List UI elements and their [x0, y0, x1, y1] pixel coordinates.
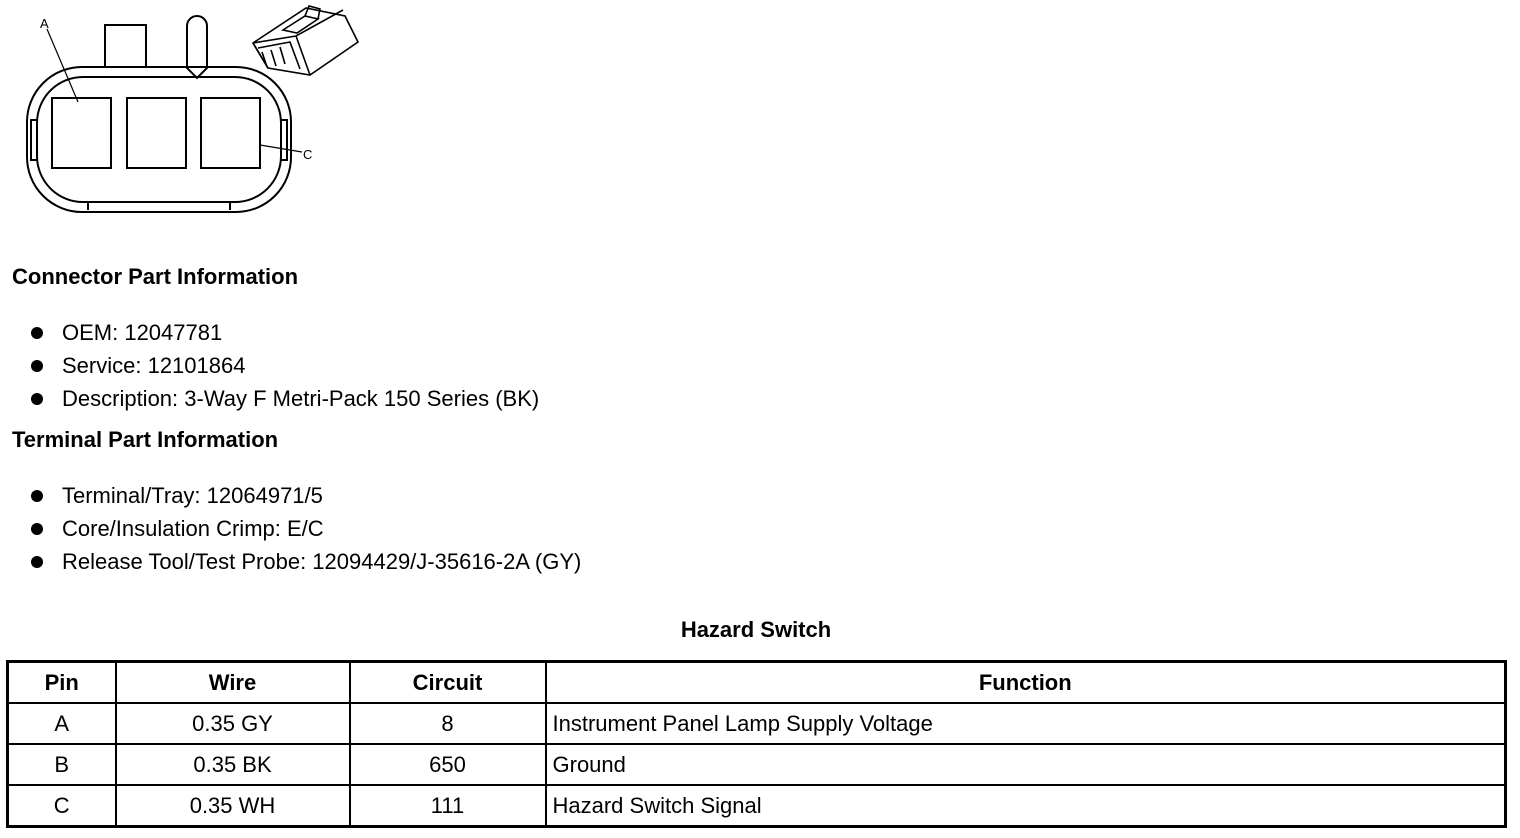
- table-header-row: [8, 662, 1506, 704]
- connector-lock-tab: [105, 25, 146, 68]
- connector-housing-inner: [37, 77, 281, 202]
- connector-diagram: [0, 0, 380, 230]
- cavity-a: [52, 98, 111, 168]
- cell-wire: 0.35 GY: [116, 703, 350, 744]
- bullet-icon: [31, 393, 43, 405]
- connector-thumbnail: [253, 6, 358, 75]
- list-item: Terminal/Tray: 12064971/5: [0, 479, 581, 512]
- terminal-heading: Terminal Part Information: [12, 427, 279, 452]
- table-row: [8, 703, 1506, 744]
- list-item: OEM: 12047781: [0, 316, 539, 349]
- connector-heading: Connector Part Information: [12, 264, 299, 289]
- cell-wire: 0.35 BK: [116, 744, 350, 785]
- table-row: [8, 744, 1506, 785]
- cell-pin: C: [8, 785, 116, 827]
- cavity-c: [201, 98, 260, 168]
- pin-table: [6, 660, 1507, 828]
- bullet-icon: [31, 490, 43, 502]
- list-item: Core/Insulation Crimp: E/C: [0, 512, 581, 545]
- list-item: Release Tool/Test Probe: 12094429/J-35616-2A (GY): [0, 545, 581, 578]
- bullet-icon: [31, 360, 43, 372]
- connector-key: [187, 16, 207, 78]
- cavity-b: [127, 98, 186, 168]
- bullet-icon: [31, 327, 43, 339]
- cell-function: Instrument Panel Lamp Supply Voltage: [546, 703, 1506, 744]
- header-function: Function: [546, 662, 1506, 704]
- cell-circuit: 650: [350, 744, 546, 785]
- connector-housing-outer: [27, 67, 291, 212]
- cell-wire: 0.35 WH: [116, 785, 350, 827]
- cell-circuit: 8: [350, 703, 546, 744]
- pin-label-c: C: [303, 147, 313, 162]
- cell-function: Ground: [546, 744, 1506, 785]
- cell-function: Hazard Switch Signal: [546, 785, 1506, 827]
- pin-label-a: A: [40, 16, 49, 31]
- cell-pin: B: [8, 744, 116, 785]
- cell-circuit: 111: [350, 785, 546, 827]
- cell-pin: A: [8, 703, 116, 744]
- table-row: [8, 785, 1506, 827]
- leader-line-a: [47, 29, 78, 102]
- table-title: Hazard Switch: [680, 617, 832, 642]
- header-circuit: Circuit: [350, 662, 546, 704]
- list-item: Description: 3-Way F Metri-Pack 150 Series (BK): [0, 382, 539, 415]
- terminal-list: [0, 479, 581, 578]
- header-pin: Pin: [8, 662, 116, 704]
- bullet-icon: [31, 523, 43, 535]
- bullet-icon: [31, 556, 43, 568]
- list-item: Service: 12101864: [0, 349, 539, 382]
- header-wire: Wire: [116, 662, 350, 704]
- connector-list: [0, 316, 539, 415]
